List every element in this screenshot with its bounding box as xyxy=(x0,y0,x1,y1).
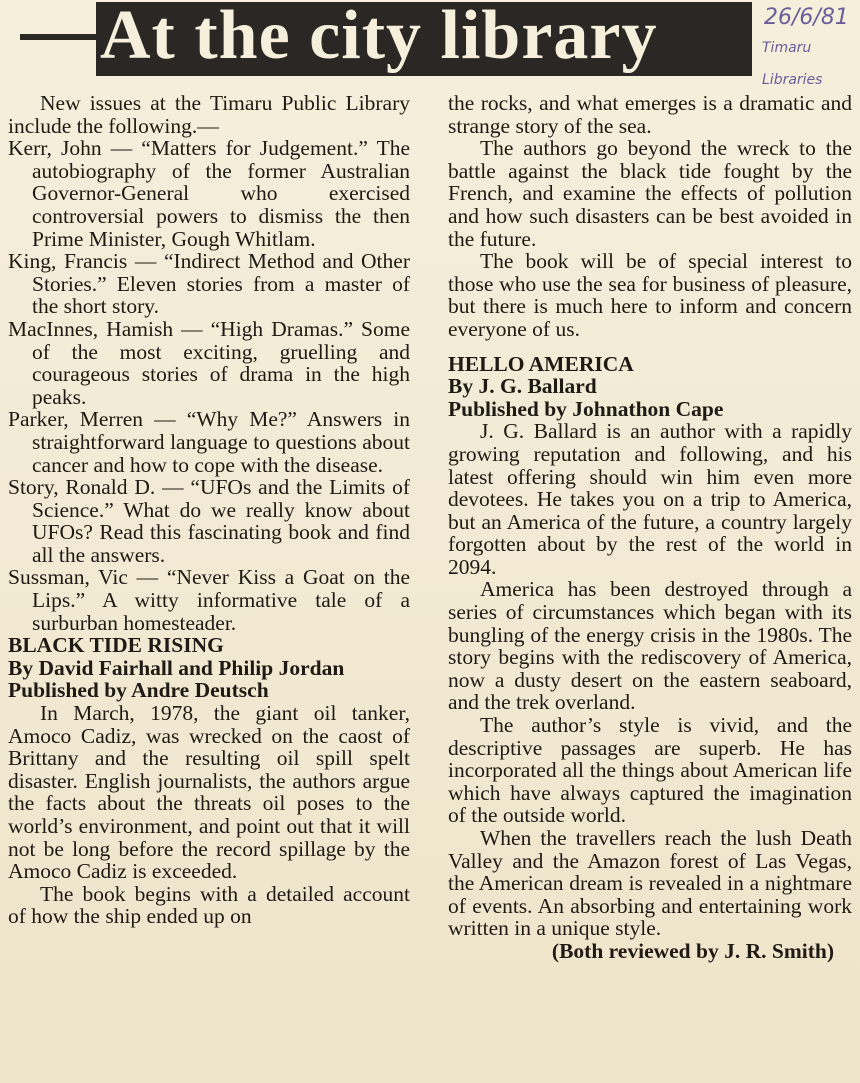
review2-title: HELLO AMERICA xyxy=(448,351,634,376)
book-entry-macinnes: MacInnes, Hamish — “High Dramas.” Some of the most exciting, gruelling and courageous stories of drama in the high peaks. xyxy=(8,316,410,409)
right-column xyxy=(448,92,852,963)
review2-paragraph-3: The author’s style is vivid, and the descriptive passages are superb. He has incorporated all the things about American life which have always captured the imagination of the outside world. xyxy=(448,713,852,828)
left-column xyxy=(8,92,410,928)
review2-paragraph-2: America has been destroyed through a series of circumstances which began with its bungling of the energy crisis in the 1980s. The story begins with the rediscovery of America, now a dusty desert on the eastern seaboard, and the trek overland. xyxy=(448,577,852,715)
review1-byline: By David Fairhall and Philip Jordan xyxy=(8,655,345,680)
book-entry-sussman: Sussman, Vic — “Never Kiss a Goat on the Lips.” A witty informative tale of a surburban homesteader. xyxy=(8,565,410,635)
handwritten-annotation xyxy=(760,0,860,100)
handwritten-note-2: Libraries xyxy=(762,72,823,88)
review2-paragraph-1: J. G. Ballard is an author with a rapidly growing reputation and following, and his latest offering should win him even more devotees. He takes you on a trip to America, but an America of the future, a country largely forgotten about by the rest of the world in 2094. xyxy=(448,419,852,579)
review1-paragraph-2: The book begins with a detailed account of how the ship ended up on xyxy=(8,881,410,929)
review1-paragraph-1: In March, 1978, the giant oil tanker, Amoco Cadiz, was wrecked on the caost of Brittany and the resulting oil spill spelt disaster. English journalists, the authors argue the facts about the threats oil poses to the world’s environment, and point out that it will not be long before the record spillage by the Amoco Cadiz is exceeded. xyxy=(8,701,410,884)
review1-publisher: Published by Andre Deutsch xyxy=(8,678,269,703)
book-entry-kerr: Kerr, John — “Matters for Judgement.” The autobiography of the former Australian Governor-General who exercised controversial powers to dismiss the then Prime Minister, Gough Whitlam. xyxy=(8,136,410,251)
page-title: At the city library xyxy=(100,0,658,74)
header-rule xyxy=(20,34,96,40)
review1-paragraph-3: The authors go beyond the wreck to the battle against the black tide fought by the French, and examine the effects of pollution and how such disasters can be best avoided in the future. xyxy=(448,136,852,251)
intro-paragraph: New issues at the Timaru Public Library include the following.— xyxy=(8,91,410,138)
section-gap xyxy=(448,341,852,353)
reviewer-credit: (Both reviewed by J. R. Smith) xyxy=(551,938,834,963)
handwritten-date: 26/6/81 xyxy=(764,5,849,30)
handwritten-note-1: Timaru xyxy=(762,40,812,56)
review2-paragraph-4: When the travellers reach the lush Death Valley and the Amazon forest of Las Vegas, the American dream is revealed in a nightmare of events. An absorbing and entertaining work written in a unique style. xyxy=(448,826,852,941)
review2-byline: By J. G. Ballard xyxy=(448,374,597,399)
book-entry-king: King, Francis — “Indirect Method and Other Stories.” Eleven stories from a master of the short story. xyxy=(8,249,410,319)
review1-paragraph-4: The book will be of special interest to those who use the sea for business of pleasure, but there is much here to inform and concern everyone of us. xyxy=(448,249,852,341)
review1-title: BLACK TIDE RISING xyxy=(8,633,224,658)
book-entry-story: Story, Ronald D. — “UFOs and the Limits of Science.” What do we really know about UFOs? Read this fascinating book and find all the answers. xyxy=(8,475,410,567)
review1-paragraph-2-continued: the rocks, and what emerges is a dramatic and strange story of the sea. xyxy=(448,91,852,138)
book-entry-parker: Parker, Merren — “Why Me?” Answers in straightforward language to questions about cancer and how to cope with the disease. xyxy=(8,407,410,477)
review2-publisher: Published by Johnathon Cape xyxy=(448,396,724,421)
